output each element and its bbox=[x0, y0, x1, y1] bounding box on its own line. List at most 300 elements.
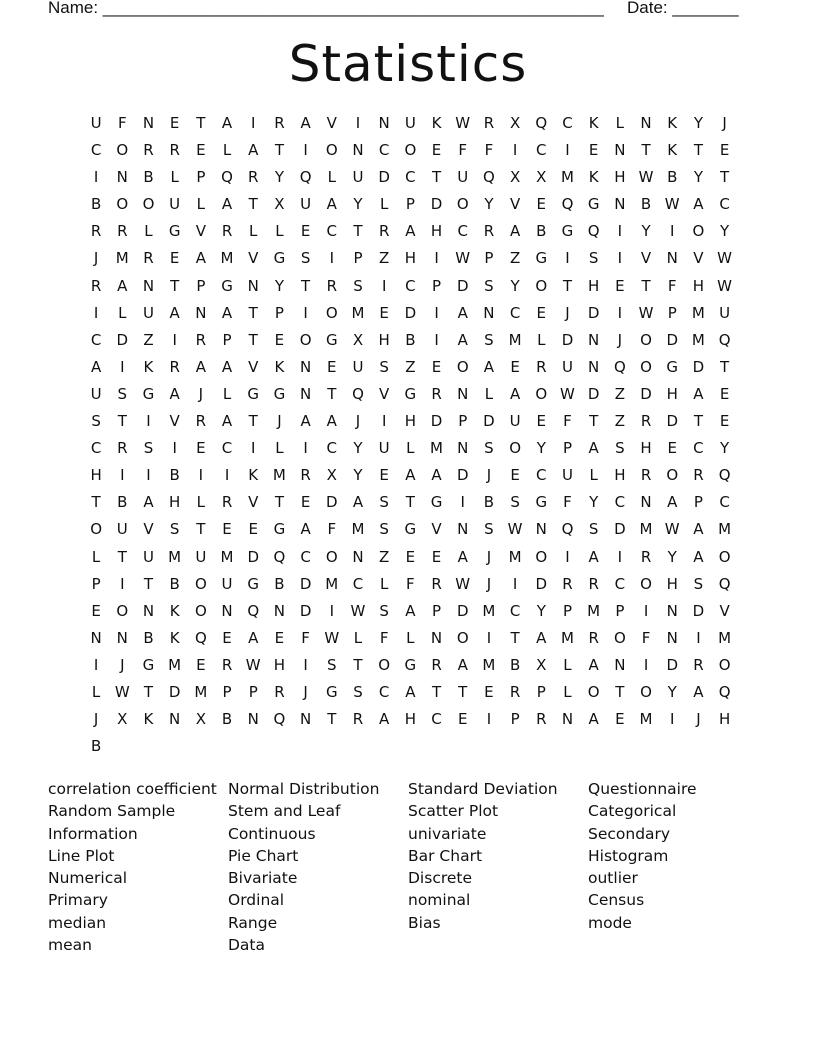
grid-letter: I bbox=[670, 222, 675, 241]
grid-letter: I bbox=[434, 249, 439, 268]
grid-letter: Q bbox=[299, 168, 312, 187]
grid-letter: J bbox=[617, 330, 623, 349]
grid-letter: R bbox=[483, 114, 495, 132]
grid-letter: B bbox=[90, 195, 102, 214]
grid-letter: D bbox=[247, 547, 259, 566]
grid-letter: P bbox=[405, 195, 415, 214]
grid-letter: A bbox=[693, 195, 704, 214]
grid-letter: O bbox=[325, 141, 338, 160]
grid-letter: S bbox=[588, 520, 599, 539]
grid-letter: D bbox=[299, 601, 312, 620]
grid-letter: A bbox=[457, 330, 468, 349]
grid-letter: C bbox=[693, 439, 704, 458]
grid-letter: I bbox=[93, 168, 99, 187]
grid-letter: A bbox=[195, 249, 206, 268]
grid-letter: D bbox=[535, 574, 548, 593]
grid-letter: W bbox=[664, 195, 680, 214]
grid-letter: A bbox=[300, 114, 311, 132]
grid-letter: U bbox=[142, 547, 154, 566]
grid-letter: Y bbox=[274, 276, 284, 295]
grid-letter: G bbox=[325, 682, 338, 701]
word-list-item: Numerical bbox=[48, 869, 128, 888]
grid-letter: L bbox=[222, 384, 232, 403]
grid-letter: H bbox=[430, 222, 443, 241]
grid-letter: E bbox=[431, 141, 442, 160]
grid-letter: R bbox=[562, 574, 573, 593]
grid-letter: T bbox=[720, 357, 730, 376]
grid-letter: A bbox=[405, 222, 416, 241]
grid-letter: I bbox=[251, 439, 256, 458]
grid-letter: D bbox=[666, 412, 678, 431]
grid-letter: O bbox=[509, 439, 521, 458]
grid-letter: M bbox=[115, 249, 129, 268]
grid-letter: N bbox=[299, 357, 312, 376]
grid-letter: O bbox=[640, 574, 652, 593]
grid-letter: V bbox=[379, 384, 390, 403]
grid-letter: M bbox=[351, 520, 365, 539]
grid-letter: I bbox=[617, 303, 623, 322]
grid-letter: A bbox=[483, 357, 495, 376]
grid-letter: D bbox=[587, 384, 600, 403]
grid-letter: B bbox=[143, 628, 154, 647]
grid-letter: S bbox=[169, 520, 180, 539]
grid-letter: N bbox=[299, 710, 312, 729]
grid-letter: P bbox=[693, 493, 703, 512]
grid-letter: F bbox=[379, 628, 389, 647]
grid-letter: D bbox=[378, 168, 390, 187]
grid-letter: Z bbox=[405, 357, 416, 376]
grid-letter: F bbox=[458, 141, 468, 160]
grid-letter: N bbox=[116, 628, 128, 647]
grid-letter: G bbox=[168, 222, 181, 241]
grid-letter: O bbox=[640, 357, 652, 376]
grid-letter: C bbox=[509, 303, 521, 322]
grid-letter: U bbox=[457, 168, 469, 187]
grid-letter: V bbox=[195, 222, 206, 241]
grid-letter: X bbox=[117, 710, 128, 729]
grid-letter: A bbox=[588, 710, 599, 729]
grid-letter: S bbox=[300, 249, 311, 268]
grid-letter: R bbox=[248, 168, 259, 187]
grid-letter: R bbox=[352, 710, 364, 729]
word-list-item: outlier bbox=[588, 869, 638, 888]
letter-grid bbox=[83, 110, 738, 760]
grid-letter: T bbox=[327, 710, 337, 729]
grid-letter: D bbox=[456, 601, 469, 620]
grid-letter: W bbox=[717, 249, 733, 268]
grid-letter: T bbox=[693, 412, 703, 431]
word-list bbox=[48, 778, 788, 956]
grid-letter: V bbox=[431, 520, 442, 539]
word-list-item: Bivariate bbox=[228, 869, 298, 888]
grid-letter: N bbox=[352, 141, 364, 160]
grid-letter: A bbox=[169, 303, 180, 322]
grid-letter: T bbox=[274, 141, 284, 160]
grid-letter: H bbox=[378, 330, 390, 349]
grid-letter: Y bbox=[720, 439, 730, 458]
grid-letter: C bbox=[352, 574, 364, 593]
grid-letter: L bbox=[170, 168, 179, 187]
grid-letter: L bbox=[406, 439, 415, 458]
grid-letter: C bbox=[300, 547, 311, 566]
grid-letter: E bbox=[274, 330, 285, 349]
grid-letter: M bbox=[220, 249, 234, 268]
grid-letter: C bbox=[509, 601, 521, 620]
word-list-item: Continuous bbox=[228, 824, 316, 843]
word-list-item: Line Plot bbox=[48, 846, 115, 865]
grid-letter: I bbox=[381, 412, 387, 431]
grid-letter: A bbox=[90, 357, 102, 376]
grid-letter: N bbox=[221, 601, 233, 620]
grid-letter: R bbox=[640, 466, 652, 485]
grid-letter: I bbox=[434, 303, 439, 322]
grid-letter: Z bbox=[379, 249, 390, 268]
grid-letter: I bbox=[251, 114, 256, 132]
grid-letter: R bbox=[169, 357, 180, 376]
grid-letter: D bbox=[692, 357, 705, 376]
grid-letter: T bbox=[431, 682, 442, 701]
grid-letter: S bbox=[91, 412, 101, 431]
grid-letter: W bbox=[664, 520, 680, 539]
grid-letter: Q bbox=[483, 168, 495, 187]
grid-letter: U bbox=[195, 547, 207, 566]
word-list-item: Bias bbox=[408, 913, 441, 932]
grid-letter: E bbox=[431, 547, 442, 566]
grid-letter: C bbox=[326, 439, 338, 458]
grid-letter: A bbox=[169, 384, 180, 403]
grid-letter: I bbox=[303, 655, 308, 674]
grid-letter: Y bbox=[353, 439, 363, 458]
grid-letter: U bbox=[116, 520, 128, 539]
grid-letter: E bbox=[300, 222, 311, 241]
grid-letter: Y bbox=[720, 222, 730, 241]
grid-letter: M bbox=[560, 628, 574, 647]
grid-letter: A bbox=[431, 466, 442, 485]
grid-letter: A bbox=[457, 303, 468, 322]
grid-letter: U bbox=[719, 303, 731, 322]
word-list-item: median bbox=[48, 913, 107, 932]
grid-letter: E bbox=[169, 249, 180, 268]
grid-letter: V bbox=[326, 114, 337, 132]
word-column bbox=[588, 778, 768, 956]
grid-letter: G bbox=[430, 493, 443, 512]
grid-letter: I bbox=[329, 249, 334, 268]
grid-letter: U bbox=[404, 114, 416, 132]
word-list-item: Census bbox=[588, 891, 645, 910]
word-list-item: mean bbox=[48, 936, 92, 955]
grid-letter: I bbox=[670, 710, 675, 729]
grid-letter: E bbox=[196, 655, 206, 674]
grid-letter: N bbox=[378, 114, 390, 132]
grid-letter: I bbox=[381, 276, 387, 295]
grid-letter: A bbox=[588, 547, 599, 566]
grid-letter: M bbox=[351, 303, 365, 322]
grid-letter: R bbox=[169, 141, 180, 160]
grid-letter: B bbox=[667, 168, 678, 187]
grid-letter: D bbox=[430, 412, 443, 431]
grid-letter: L bbox=[327, 168, 336, 187]
grid-letter: T bbox=[562, 276, 573, 295]
grid-letter: C bbox=[90, 439, 102, 458]
grid-letter: J bbox=[198, 384, 204, 403]
grid-letter: F bbox=[327, 520, 337, 539]
grid-letter: I bbox=[120, 466, 125, 485]
grid-letter: T bbox=[353, 655, 363, 674]
page-title: Statistics bbox=[288, 35, 528, 93]
grid-letter: C bbox=[431, 710, 442, 729]
grid-letter: T bbox=[248, 412, 258, 431]
grid-letter: Q bbox=[221, 168, 233, 187]
grid-letter: K bbox=[667, 141, 678, 160]
grid-letter: G bbox=[273, 520, 286, 539]
grid-letter: R bbox=[483, 222, 495, 241]
grid-letter: R bbox=[536, 357, 547, 376]
grid-letter: T bbox=[405, 493, 415, 512]
grid-letter: H bbox=[718, 710, 731, 729]
grid-letter: N bbox=[90, 628, 102, 647]
grid-letter: Y bbox=[667, 547, 677, 566]
grid-letter: I bbox=[120, 357, 125, 376]
grid-letter: L bbox=[144, 222, 153, 241]
grid-letter: S bbox=[379, 601, 389, 620]
grid-letter: L bbox=[379, 195, 389, 214]
grid-letter: R bbox=[536, 710, 547, 729]
grid-letter: E bbox=[274, 628, 285, 647]
grid-letter: P bbox=[91, 574, 101, 593]
word-list-item: Bar Chart bbox=[408, 846, 483, 865]
grid-letter: A bbox=[326, 412, 337, 431]
grid-letter: S bbox=[379, 357, 389, 376]
grid-letter: N bbox=[247, 710, 259, 729]
grid-letter: Y bbox=[536, 601, 546, 620]
grid-letter: I bbox=[146, 412, 151, 431]
grid-letter: P bbox=[536, 682, 546, 701]
grid-letter: H bbox=[640, 439, 652, 458]
grid-letter: R bbox=[431, 574, 442, 593]
grid-letter: W bbox=[560, 384, 575, 403]
grid-letter: E bbox=[615, 276, 625, 295]
grid-letter: Z bbox=[509, 249, 521, 268]
grid-letter: Y bbox=[353, 195, 363, 214]
grid-letter: I bbox=[486, 628, 492, 647]
grid-letter: P bbox=[432, 601, 442, 620]
grid-letter: E bbox=[169, 114, 180, 132]
grid-letter: R bbox=[221, 222, 233, 241]
grid-letter: Y bbox=[353, 466, 363, 485]
grid-letter: N bbox=[614, 195, 626, 214]
grid-letter: S bbox=[484, 439, 494, 458]
grid-letter: E bbox=[510, 357, 520, 376]
grid-letter: B bbox=[143, 168, 154, 187]
grid-letter: E bbox=[615, 710, 625, 729]
grid-letter: U bbox=[509, 412, 521, 431]
grid-letter: P bbox=[484, 249, 494, 268]
grid-letter: G bbox=[142, 655, 155, 674]
grid-letter: Z bbox=[143, 330, 154, 349]
grid-letter: M bbox=[691, 330, 705, 349]
grid-letter: M bbox=[482, 601, 496, 620]
grid-letter: J bbox=[355, 412, 361, 431]
grid-letter: A bbox=[588, 439, 599, 458]
grid-letter: U bbox=[352, 168, 364, 187]
grid-letter: R bbox=[431, 384, 442, 403]
grid-letter: N bbox=[142, 114, 155, 132]
grid-letter: A bbox=[693, 547, 704, 566]
grid-letter: I bbox=[512, 574, 518, 593]
grid-letter: D bbox=[483, 412, 495, 431]
grid-letter: J bbox=[486, 547, 492, 566]
grid-letter: L bbox=[563, 655, 572, 674]
grid-letter: E bbox=[379, 303, 389, 322]
word-column bbox=[408, 778, 588, 956]
grid-letter: O bbox=[325, 547, 338, 566]
grid-letter: X bbox=[352, 330, 364, 349]
grid-letter: A bbox=[248, 141, 259, 160]
grid-letter: L bbox=[91, 682, 101, 701]
grid-letter: G bbox=[325, 330, 338, 349]
grid-letter: A bbox=[221, 357, 233, 376]
grid-letter: T bbox=[353, 222, 363, 241]
grid-letter: R bbox=[221, 655, 233, 674]
grid-letter: O bbox=[666, 466, 679, 485]
grid-letter: M bbox=[639, 520, 653, 539]
grid-letter: L bbox=[406, 628, 415, 647]
grid-letter: R bbox=[274, 114, 285, 132]
grid-letter: G bbox=[142, 384, 155, 403]
grid-letter: S bbox=[615, 439, 625, 458]
grid-letter: Q bbox=[718, 330, 731, 349]
grid-letter: S bbox=[143, 439, 154, 458]
grid-letter: A bbox=[195, 357, 206, 376]
grid-letter: R bbox=[640, 412, 652, 431]
grid-letter: C bbox=[90, 141, 102, 160]
grid-letter: N bbox=[273, 601, 286, 620]
grid-letter: E bbox=[536, 412, 547, 431]
grid-letter: O bbox=[90, 520, 102, 539]
grid-letter: I bbox=[460, 493, 465, 512]
header bbox=[48, 0, 748, 20]
grid-letter: B bbox=[169, 466, 180, 485]
grid-letter: X bbox=[326, 466, 337, 485]
grid-letter: N bbox=[169, 710, 181, 729]
grid-letter: U bbox=[142, 303, 154, 322]
grid-letter: K bbox=[588, 168, 599, 187]
grid-letter: G bbox=[561, 222, 574, 241]
grid-letter: N bbox=[142, 276, 155, 295]
grid-letter: R bbox=[221, 493, 233, 512]
grid-letter: C bbox=[405, 276, 416, 295]
grid-letter: H bbox=[90, 466, 102, 485]
word-list-item: Questionnaire bbox=[588, 780, 697, 798]
grid-letter: O bbox=[299, 330, 312, 349]
grid-letter: E bbox=[222, 628, 232, 647]
grid-letter: O bbox=[535, 547, 548, 566]
grid-letter: E bbox=[379, 466, 389, 485]
grid-letter: E bbox=[405, 547, 416, 566]
grid-letter: Q bbox=[247, 601, 260, 620]
grid-letter: N bbox=[247, 276, 259, 295]
grid-letter: F bbox=[484, 141, 494, 160]
word-list-item: Scatter Plot bbox=[408, 802, 499, 821]
grid-letter: D bbox=[666, 655, 678, 674]
grid-letter: A bbox=[667, 493, 678, 512]
grid-letter: Q bbox=[561, 520, 574, 539]
grid-letter: Q bbox=[535, 114, 548, 132]
grid-letter: A bbox=[221, 412, 233, 431]
grid-letter: K bbox=[169, 628, 180, 647]
grid-letter: B bbox=[90, 737, 102, 756]
grid-letter: A bbox=[300, 412, 311, 431]
grid-letter: J bbox=[93, 710, 99, 729]
grid-letter: R bbox=[195, 412, 207, 431]
grid-letter: D bbox=[404, 303, 417, 322]
grid-letter: W bbox=[324, 628, 340, 647]
word-list-item: mode bbox=[588, 913, 632, 932]
grid-letter: A bbox=[143, 493, 154, 512]
grid-letter: H bbox=[404, 249, 416, 268]
grid-letter: E bbox=[719, 141, 730, 160]
grid-letter: E bbox=[510, 466, 520, 485]
grid-letter: R bbox=[117, 439, 128, 458]
word-column bbox=[48, 778, 228, 956]
grid-letter: S bbox=[353, 276, 363, 295]
grid-letter: T bbox=[431, 168, 442, 187]
grid-letter: J bbox=[120, 655, 125, 674]
grid-letter: K bbox=[667, 114, 678, 132]
grid-letter: O bbox=[456, 195, 469, 214]
grid-letter: M bbox=[560, 168, 574, 187]
grid-letter: N bbox=[195, 303, 207, 322]
grid-letter: C bbox=[536, 466, 547, 485]
word-list-item: correlation coefficient bbox=[48, 780, 217, 798]
grid-letter: A bbox=[248, 628, 259, 647]
grid-letter: I bbox=[303, 303, 308, 322]
grid-letter: S bbox=[484, 520, 494, 539]
grid-letter: R bbox=[117, 222, 128, 241]
grid-letter: I bbox=[617, 249, 623, 268]
grid-letter: Y bbox=[667, 682, 677, 701]
grid-letter: V bbox=[693, 249, 704, 268]
grid-letter: A bbox=[117, 276, 128, 295]
grid-letter: U bbox=[169, 195, 181, 214]
grid-letter: E bbox=[588, 141, 599, 160]
grid-letter: C bbox=[614, 493, 626, 512]
grid-letter: G bbox=[404, 655, 417, 674]
grid-letter: A bbox=[405, 601, 416, 620]
grid-letter: I bbox=[696, 628, 701, 647]
grid-letter: L bbox=[589, 466, 598, 485]
grid-letter: F bbox=[301, 628, 310, 647]
grid-letter: E bbox=[222, 520, 232, 539]
grid-letter: R bbox=[693, 655, 704, 674]
grid-letter: C bbox=[90, 330, 102, 349]
grid-letter: H bbox=[169, 493, 181, 512]
grid-letter: C bbox=[378, 141, 390, 160]
grid-letter: E bbox=[536, 195, 547, 214]
grid-letter: R bbox=[693, 466, 704, 485]
grid-letter: P bbox=[196, 168, 206, 187]
grid-letter: H bbox=[614, 168, 626, 187]
date-field-label: Date: _______ bbox=[627, 0, 739, 17]
grid-letter: R bbox=[274, 682, 285, 701]
grid-letter: H bbox=[614, 466, 626, 485]
grid-letter: O bbox=[718, 655, 731, 674]
grid-letter: G bbox=[273, 249, 286, 268]
grid-letter: I bbox=[329, 601, 334, 620]
grid-letter: A bbox=[300, 520, 311, 539]
grid-letter: M bbox=[718, 628, 732, 647]
grid-letter: L bbox=[563, 682, 572, 701]
